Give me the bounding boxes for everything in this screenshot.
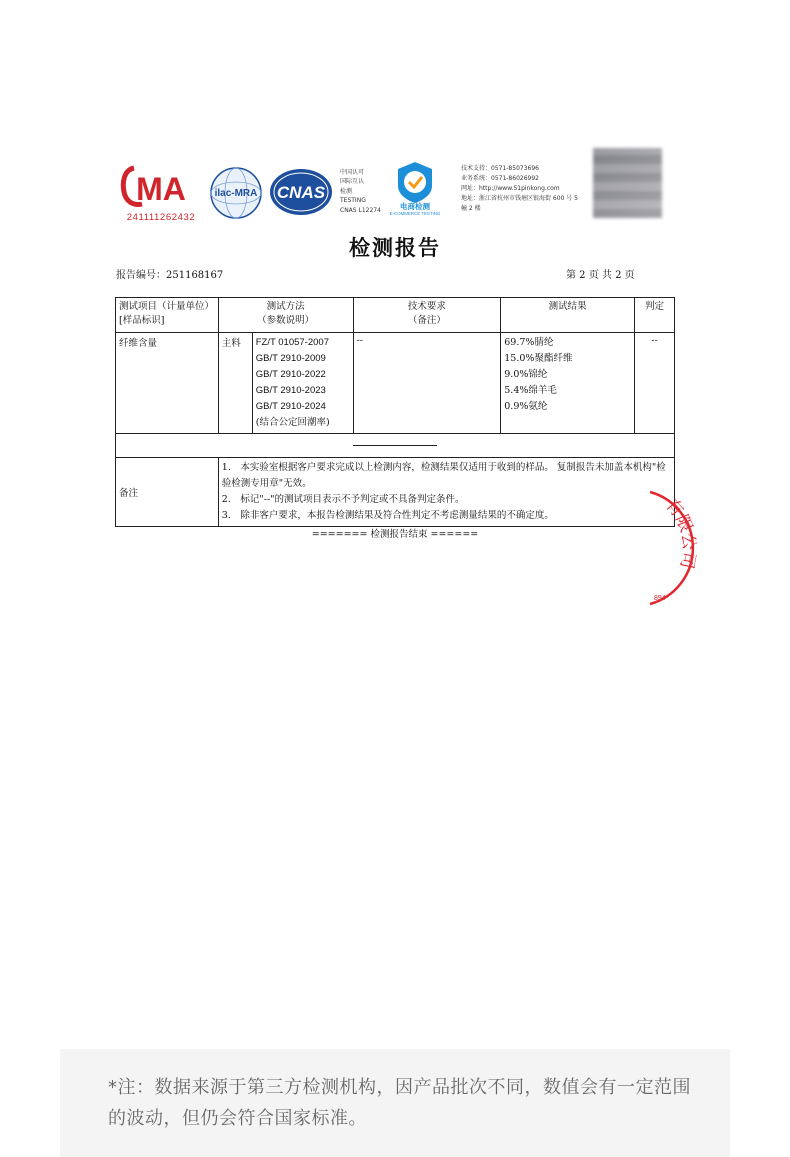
method-line: (结合公定回潮率) bbox=[255, 417, 330, 428]
result-line: 9.0%锦纶 bbox=[504, 369, 548, 380]
cma-letters: MA bbox=[136, 171, 186, 207]
note-item: 2. 标记"--"的测试项目表示不予判定或不具备判定条件。 bbox=[221, 494, 465, 505]
contact-line: 业务系统：0571-86026992 bbox=[461, 175, 539, 182]
header-requirement-line: （备注） bbox=[407, 315, 446, 326]
notes-content bbox=[218, 458, 674, 527]
contact-line: 网址：http://www.51pinkong.com bbox=[461, 185, 560, 192]
blurred-qr-code bbox=[593, 148, 662, 218]
result-line: 5.4%绵羊毛 bbox=[504, 385, 557, 396]
separator-row bbox=[116, 434, 675, 458]
cnas-info bbox=[340, 168, 381, 215]
header-method-line: （参数说明） bbox=[257, 315, 315, 326]
ilac-mra-logo bbox=[209, 166, 263, 220]
seal-text: 有限公司 bbox=[660, 494, 699, 571]
separator-cell bbox=[116, 434, 675, 458]
cnas-line: CNAS L12274 bbox=[340, 206, 381, 214]
test-results-table bbox=[115, 297, 675, 527]
contact-info bbox=[461, 164, 591, 214]
result-line: 0.9%氨纶 bbox=[504, 401, 548, 412]
method-line: GB/T 2910-2024 bbox=[255, 401, 326, 412]
cnas-line: 检测 bbox=[340, 187, 353, 195]
contact-line: 幢 2 楼 bbox=[461, 205, 481, 212]
separator-line bbox=[353, 445, 437, 446]
row-methods bbox=[252, 333, 353, 434]
seal-number: 894 bbox=[654, 595, 666, 602]
header-requirement bbox=[353, 298, 501, 333]
cnas-line: TESTING bbox=[340, 197, 366, 205]
cma-logo bbox=[120, 162, 202, 224]
row-item: 纤维含量 bbox=[116, 333, 219, 434]
footnote-text: *注：数据来源于第三方检测机构，因产品批次不同，数值会有一定范围的波动，但仍会符合国家标准。 bbox=[108, 1077, 691, 1129]
cnas-text: CNAS bbox=[276, 183, 326, 202]
ecommerce-testing-shield-icon bbox=[388, 160, 442, 216]
shield-sub: E-COMMERCE TESTING bbox=[389, 211, 441, 216]
note-item: 3. 除非客户要求，本报告检测结果及符合性判定不考虑测量结果的不确定度。 bbox=[221, 510, 554, 521]
table-row bbox=[116, 333, 675, 434]
shield-label: 电商检测 bbox=[400, 202, 430, 211]
report-end-marker: ======= 检测报告结束 ====== bbox=[311, 529, 479, 540]
header-item-line: 测试项目（计量单位） bbox=[119, 301, 215, 312]
header-judgement: 判定 bbox=[635, 298, 675, 333]
method-line: GB/T 2910-2009 bbox=[255, 353, 326, 364]
company-seal-stamp bbox=[640, 486, 710, 608]
cnas-line: 中国认可 bbox=[340, 169, 365, 176]
report-title: 检测报告 bbox=[349, 235, 441, 260]
cma-number: 241111262432 bbox=[126, 212, 196, 223]
notes-label: 备注 bbox=[116, 458, 219, 527]
method-line: FZ/T 01057-2007 bbox=[255, 337, 329, 348]
result-line: 69.7%腈纶 bbox=[504, 337, 554, 348]
ilac-text: ilac-MRA bbox=[214, 188, 258, 199]
method-line: GB/T 2910-2023 bbox=[255, 385, 326, 396]
header-method-line: 测试方法 bbox=[266, 301, 305, 312]
contact-line: 地址：浙江省杭州市钱塘区银海街 600 号 5 bbox=[461, 195, 578, 202]
row-results bbox=[501, 333, 635, 434]
cnas-logo bbox=[268, 166, 334, 218]
row-judgement: -- bbox=[635, 333, 675, 434]
report-number: 报告编号：251168167 bbox=[116, 270, 224, 281]
row-part: 主料 bbox=[218, 333, 252, 434]
page-info: 第 2 页 共 2 页 bbox=[566, 270, 635, 281]
cnas-line: 国际互认 bbox=[340, 178, 365, 186]
header-item bbox=[116, 298, 219, 333]
header-result: 测试结果 bbox=[501, 298, 635, 333]
header-method bbox=[218, 298, 353, 333]
table-header-row bbox=[116, 298, 675, 333]
notes-row bbox=[116, 458, 675, 527]
row-requirement: -- bbox=[353, 333, 501, 434]
header-requirement-line: 技术要求 bbox=[407, 301, 446, 312]
method-line: GB/T 2910-2022 bbox=[255, 369, 326, 380]
header-item-line: [样品标识] bbox=[119, 315, 165, 326]
contact-line: 技术支持：0571-85073696 bbox=[461, 165, 539, 172]
note-item: 1. 本实验室根据客户要求完成以上检测内容，检测结果仅适用于收到的样品。 复制报告未加盖本机构"检验检测专用章"无效。 bbox=[221, 462, 666, 489]
result-line: 15.0%聚酯纤维 bbox=[504, 353, 573, 364]
